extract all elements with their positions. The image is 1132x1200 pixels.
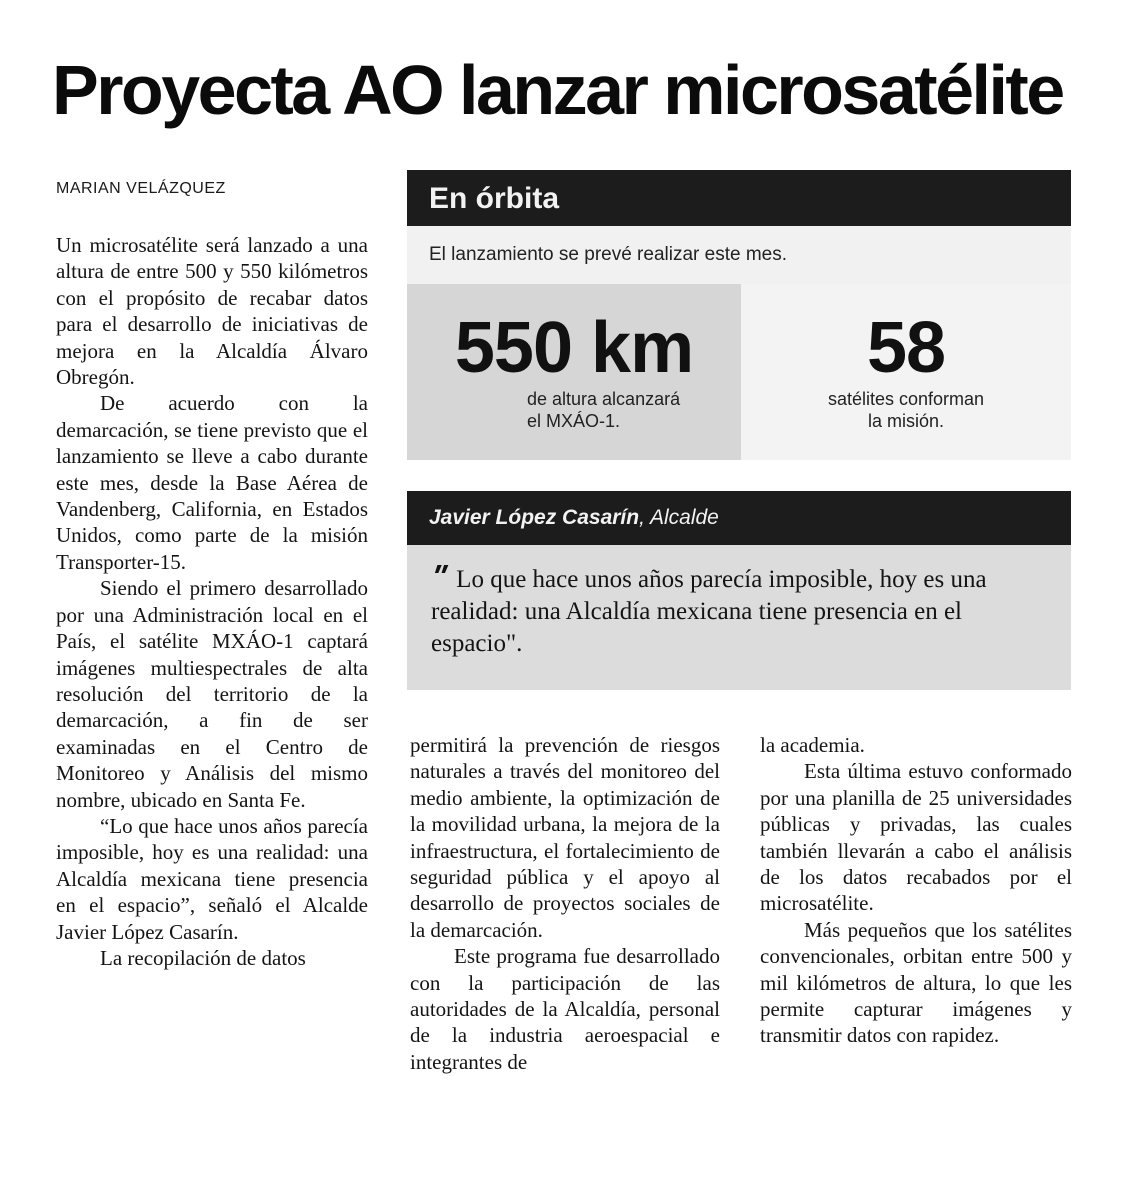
stat-value: 550 km: [454, 308, 694, 388]
article-column-2: [410, 732, 720, 1075]
stat-caption-line: la misión.: [867, 411, 945, 431]
stat-caption: [527, 388, 741, 432]
stat-caption-line: satélites conforman: [827, 389, 985, 409]
paragraph: De acuerdo con la demarcación, se tiene previsto que el lanzamiento se lleve a cabo durante este mes, desde la Base Aérea de Vandenberg, California, en Estados Unidos, como parte de la misión Transporter-15.: [56, 391, 368, 574]
paragraph: Un microsatélite será lanzado a una altura de entre 500 y 550 kilómetros con el propósito de recabar datos para el desarrollo de iniciativas de mejora en la Alcaldía Álvaro Obregón.: [56, 233, 368, 390]
stat-caption-line: de altura alcanzará: [527, 389, 681, 409]
stat-caption-line: el MXÁO-1.: [527, 411, 621, 431]
stat-altitude: [407, 284, 741, 460]
quote-speaker-role: , Alcalde: [639, 506, 719, 529]
article-column-3: [760, 732, 1072, 1049]
stat-caption: [741, 388, 1071, 432]
stat-value: 58: [866, 308, 946, 388]
box-subtitle: El lanzamiento se prevé realizar este mes.: [407, 226, 1071, 284]
paragraph: Este programa fue desarrollado con la participación de las autoridades de la Alcaldía, personal de la industria aeroespacial e integrantes de: [410, 944, 720, 1074]
paragraph: “Lo que hace unos años parecía imposible, hoy es una realidad: una Alcaldía mexicana tiene presencia en el espacio”, señaló el Alcalde Javier López Casarín.: [56, 813, 368, 944]
paragraph: Más pequeños que los satélites convencionales, orbitan entre 500 y mil kilómetros de altura, lo que les permite capturar imágenes y transmitir datos con rapidez.: [760, 917, 1072, 1048]
quote-text: Lo que hace unos años parecía imposible, hoy es una realidad: una Alcaldía mexicana tiene presencia en el espacio".: [431, 566, 987, 657]
paragraph: permitirá la prevención de riesgos naturales a través del monitoreo del medio ambiente, la optimización de la movilidad urbana, la mejora de la infraestructura, el fortalecimiento de seguridad pública y el apoyo al desarrollo de proyectos sociales de la demarcación.: [410, 733, 720, 942]
box-title: En órbita: [407, 170, 1071, 226]
stat-satellites: [741, 284, 1071, 460]
article-column-1: [56, 232, 368, 971]
quote-box: [407, 545, 1071, 690]
quote-attribution: [407, 491, 1071, 545]
paragraph: la academia.: [760, 733, 865, 757]
headline: Proyecta AO lanzar microsatélite: [52, 51, 1063, 129]
paragraph: Esta última estuvo conformado por una planilla de 25 universidades públicas y privadas, las cuales también llevarán a cabo el análisis de los datos recabados por el microsatélite.: [760, 759, 1072, 916]
paragraph: Siendo el primero desarrollado por una Administración local en el País, el satélite MXÁO-1 captará imágenes multiespectrales de alta resolución del territorio de la demarcación, a fin de ser examinadas en el Centro de Monitoreo y Análisis del mismo nombre, ubicado en Santa Fe.: [56, 576, 368, 812]
byline: MARIAN VELÁZQUEZ: [56, 180, 226, 197]
quote-speaker-name: Javier López Casarín: [429, 506, 640, 529]
quote-mark-icon: ": [427, 558, 446, 594]
paragraph: La recopilación de datos: [100, 945, 306, 970]
